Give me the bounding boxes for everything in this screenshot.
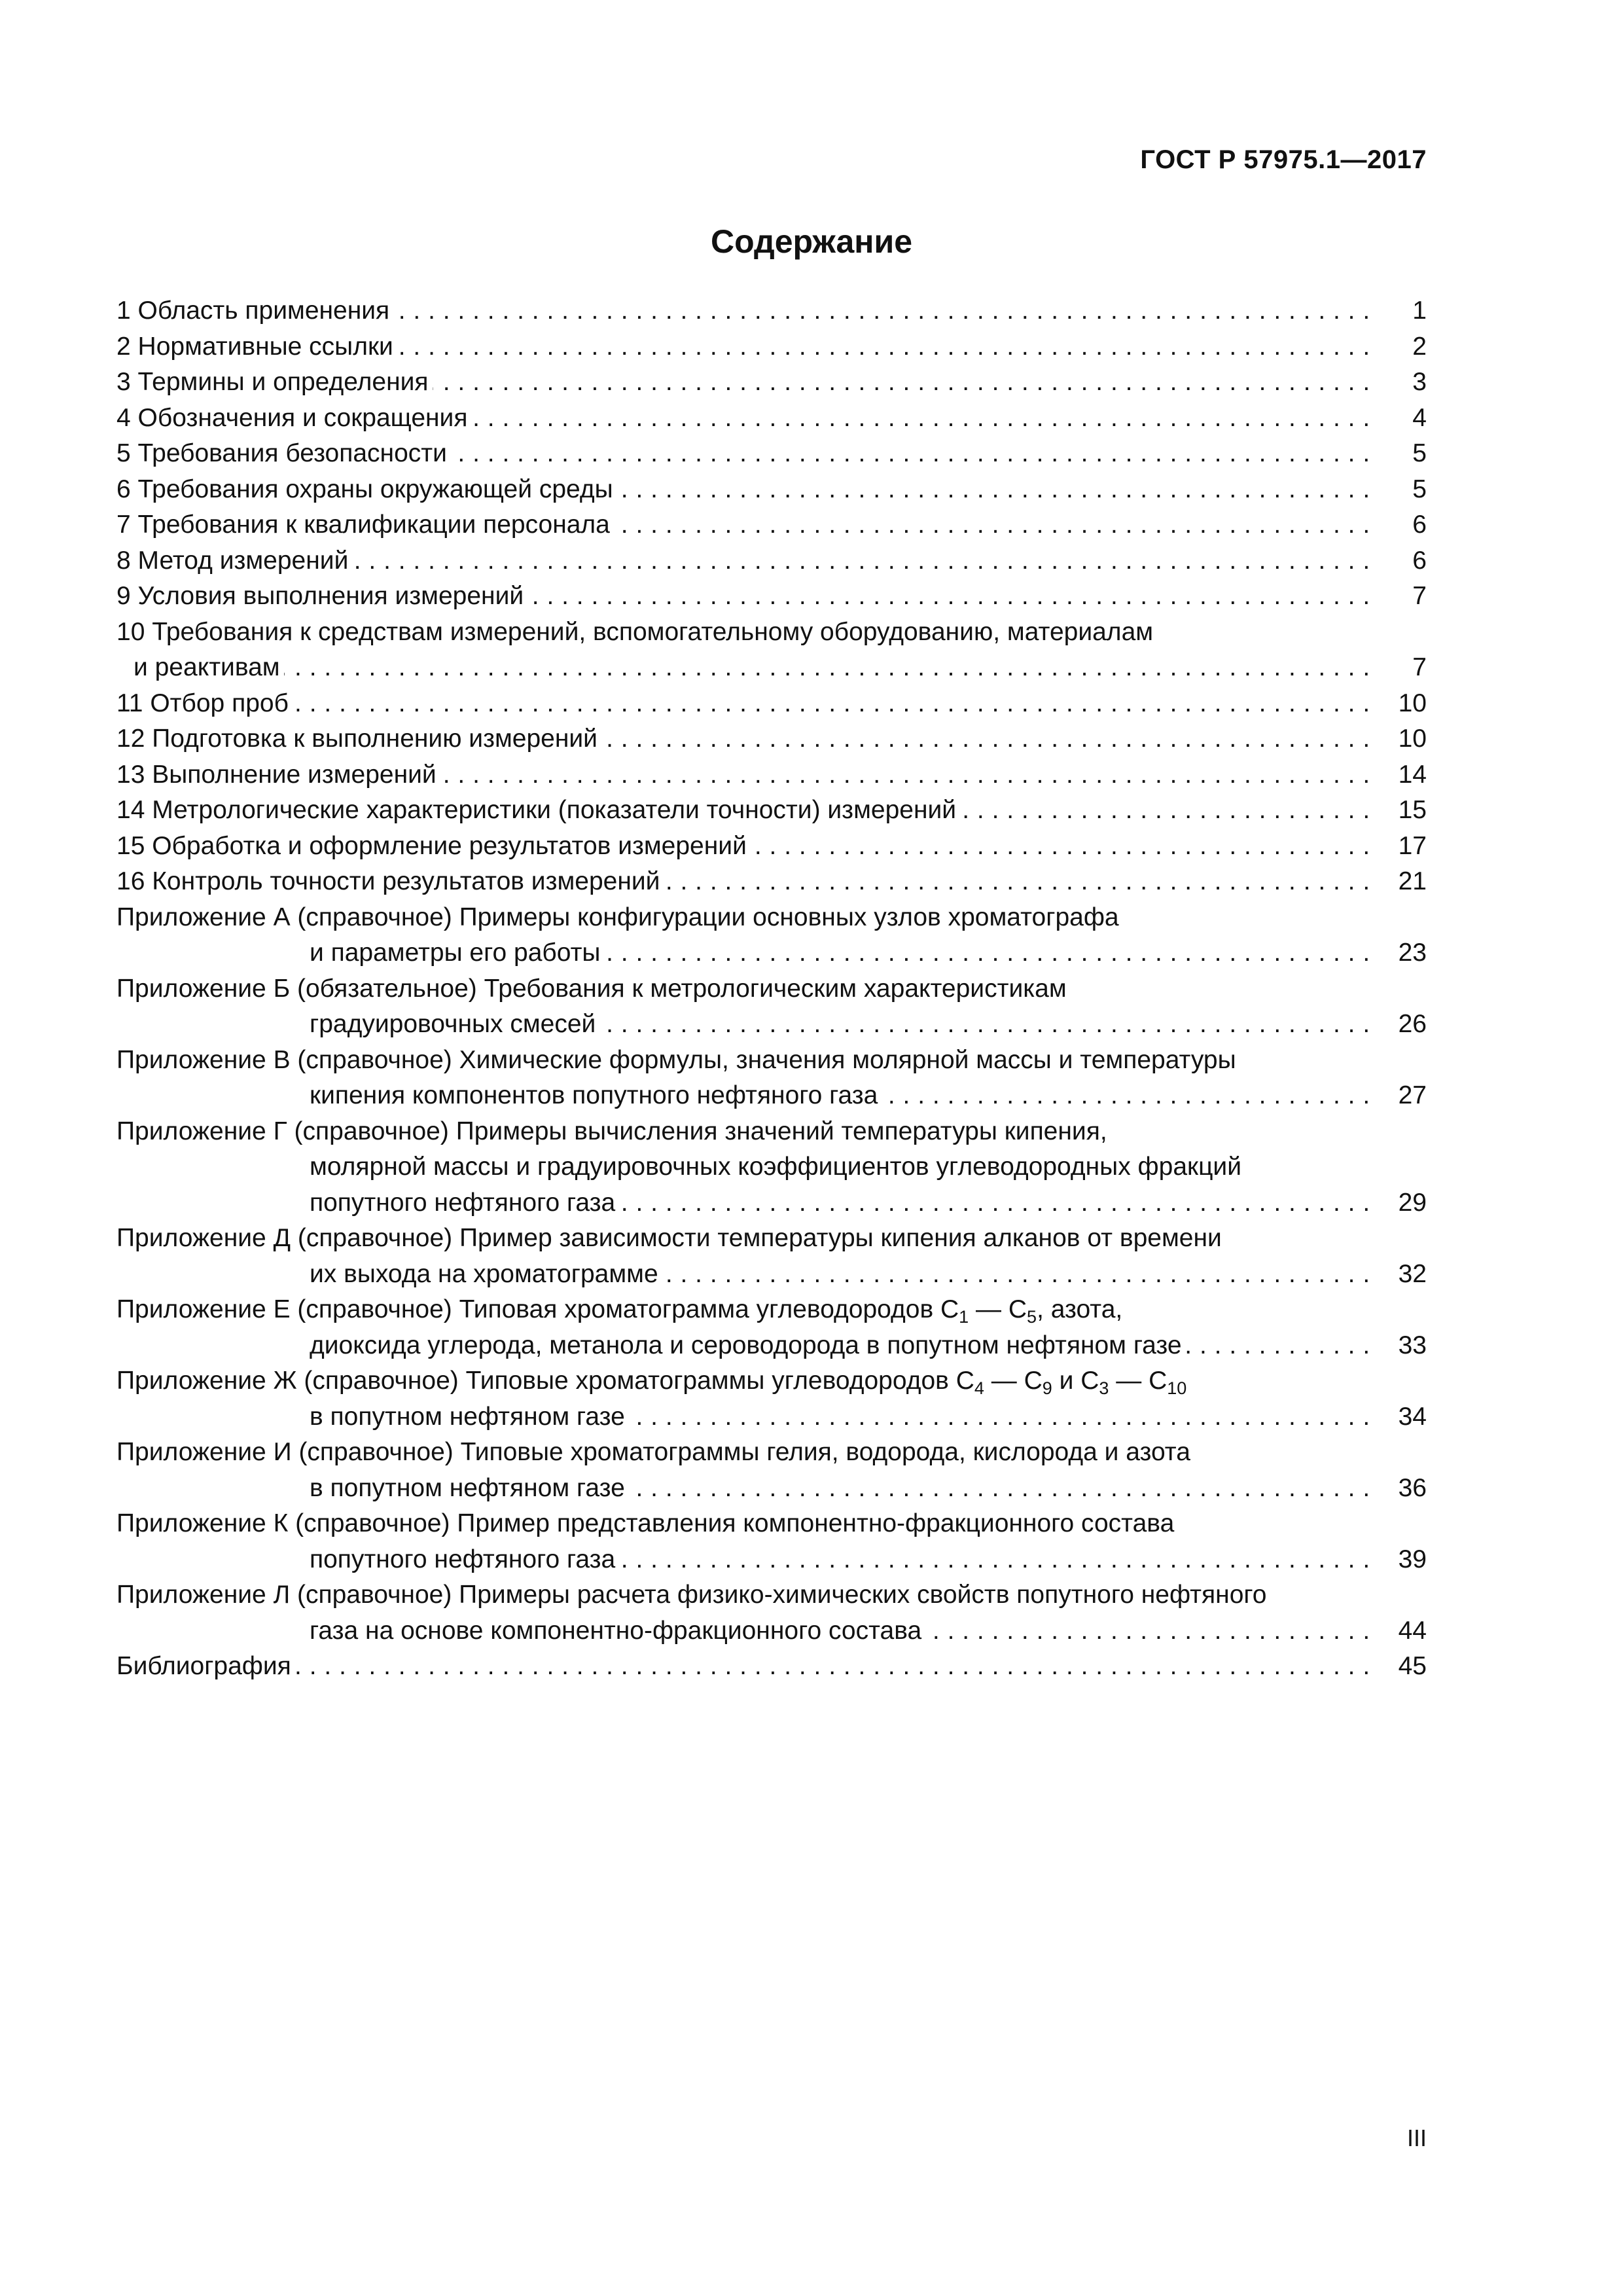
toc-entry-page: 6 (1374, 543, 1427, 579)
toc-entry-continuation[interactable] (116, 1542, 1427, 1578)
toc-entry-text: 12 Подготовка к выполнению измерений (116, 721, 601, 757)
toc-entry[interactable] (116, 1435, 1427, 1471)
toc-entry[interactable] (116, 543, 1427, 579)
toc-entry-text: 9 Условия выполнения измерений (116, 579, 527, 615)
toc-entry-text: Приложение Б (обязательное) Требования к метрологическим характеристикам (116, 971, 1071, 1007)
toc-entry-text: попутного нефтяного газа (116, 1542, 619, 1578)
toc-entry-text: в попутном нефтяном газе (116, 1399, 629, 1435)
toc-entry[interactable] (116, 472, 1427, 508)
toc-entry-text: и параметры его работы (116, 935, 604, 971)
toc-entry-page: 7 (1374, 579, 1427, 615)
toc-entry-continuation[interactable] (116, 1149, 1427, 1185)
toc-entry[interactable] (116, 829, 1427, 865)
toc-entry-text: 6 Требования охраны окружающей среды (116, 472, 617, 508)
toc-entry-text: молярной массы и градуировочных коэффициентов углеводородных фракций (116, 1149, 1245, 1185)
toc-entry-text: их выхода на хроматограмме (116, 1257, 662, 1293)
toc-entry[interactable] (116, 1363, 1427, 1399)
toc-entry-text: газа на основе компонентно-фракционного состава (116, 1613, 925, 1649)
toc-entry[interactable] (116, 1221, 1427, 1257)
toc-entry-page: 10 (1374, 721, 1427, 757)
toc-entry[interactable] (116, 579, 1427, 615)
toc-entry-page: 10 (1374, 686, 1427, 722)
toc-entry-text: 15 Обработка и оформление результатов измерений (116, 829, 751, 865)
toc-entry-text: градуировочных смесей (116, 1007, 599, 1043)
toc-entry-page: 39 (1374, 1542, 1427, 1578)
toc-entry-continuation[interactable] (116, 1471, 1427, 1507)
toc-entry-text: Приложение Д (справочное) Пример зависимости температуры кипения алканов от времени (116, 1221, 1226, 1257)
toc-entry-continuation[interactable] (116, 1613, 1427, 1649)
toc-entry[interactable] (116, 1649, 1427, 1685)
toc-entry-continuation[interactable] (116, 1185, 1427, 1221)
toc-entry-continuation[interactable] (116, 650, 1427, 686)
toc-entry[interactable] (116, 329, 1427, 365)
toc-entry-text: 3 Термины и определения (116, 365, 433, 401)
toc-entry[interactable] (116, 365, 1427, 401)
toc-entry-page: 5 (1374, 436, 1427, 472)
toc-entry-text: 13 Выполнение измерений (116, 757, 440, 793)
toc-entry[interactable] (116, 401, 1427, 437)
toc-entry-page: 21 (1374, 864, 1427, 900)
toc-entry-page: 23 (1374, 935, 1427, 971)
toc-entry-text: Приложение Е (справочное) Типовая хроматограмма углеводородов $C_1$ — $C_5$, азота, (116, 1292, 1126, 1328)
toc-entry-continuation[interactable] (116, 935, 1427, 971)
toc-entry-page: 44 (1374, 1613, 1427, 1649)
toc-entry-text: диоксида углерода, метанола и сероводорода в попутном нефтяном газе (116, 1328, 1186, 1364)
toc-entry[interactable] (116, 793, 1427, 829)
toc-entry[interactable] (116, 1506, 1427, 1542)
toc-entry-continuation[interactable] (116, 1078, 1427, 1114)
toc-entry-text: 2 Нормативные ссылки (116, 329, 397, 365)
toc-entry-page: 17 (1374, 829, 1427, 865)
toc-entry[interactable] (116, 436, 1427, 472)
toc-entry-page: 34 (1374, 1399, 1427, 1435)
toc-entry-page: 15 (1374, 793, 1427, 829)
toc-entry-page: 36 (1374, 1471, 1427, 1507)
toc-entry-text: Приложение И (справочное) Типовые хроматограммы гелия, водорода, кислорода и азота (116, 1435, 1194, 1471)
toc-entry-page: 3 (1374, 365, 1427, 401)
toc-entry[interactable] (116, 971, 1427, 1007)
toc-entry-text: 5 Требования безопасности (116, 436, 451, 472)
toc-entry[interactable] (116, 721, 1427, 757)
toc-entry-text: 14 Метрологические характеристики (показатели точности) измерений (116, 793, 960, 829)
toc-entry[interactable] (116, 1292, 1427, 1328)
toc-entry-page: 14 (1374, 757, 1427, 793)
toc-entry[interactable] (116, 686, 1427, 722)
toc-entry-continuation[interactable] (116, 1328, 1427, 1364)
toc-entry-text: 10 Требования к средствам измерений, вспомогательному оборудованию, материалам (116, 615, 1157, 651)
table-of-contents (116, 293, 1427, 1685)
toc-entry-text: Приложение Ж (справочное) Типовые хроматограммы углеводородов $C_4$ — $C_9$ и $C_3$ — $C_{10}$ (116, 1363, 1190, 1399)
page-number: III (1406, 2125, 1427, 2151)
toc-entry-page: 5 (1374, 472, 1427, 508)
toc-entry-text: 4 Обозначения и сокращения (116, 401, 471, 437)
toc-entry[interactable] (116, 615, 1427, 651)
toc-entry-page: 2 (1374, 329, 1427, 365)
toc-entry-text: 7 Требования к квалификации персонала (116, 507, 614, 543)
toc-entry[interactable] (116, 1577, 1427, 1613)
toc-entry-page: 26 (1374, 1007, 1427, 1043)
toc-entry-page: 45 (1374, 1649, 1427, 1685)
toc-entry-text: в попутном нефтяном газе (116, 1471, 629, 1507)
toc-entry[interactable] (116, 864, 1427, 900)
toc-entry-text: Приложение Л (справочное) Примеры расчета физико-химических свойств попутного нефтяного (116, 1577, 1270, 1613)
toc-entry-page: 29 (1374, 1185, 1427, 1221)
toc-entry[interactable] (116, 900, 1427, 936)
toc-entry-page: 4 (1374, 401, 1427, 437)
toc-entry[interactable] (116, 757, 1427, 793)
toc-entry-text: кипения компонентов попутного нефтяного газа (116, 1078, 882, 1114)
toc-entry-text: Приложение Г (справочное) Примеры вычисления значений температуры кипения, (116, 1114, 1111, 1150)
toc-entry-page: 6 (1374, 507, 1427, 543)
toc-entry-text: Приложение В (справочное) Химические формулы, значения молярной массы и температуры (116, 1043, 1240, 1079)
toc-entry-continuation[interactable] (116, 1007, 1427, 1043)
toc-entry-continuation[interactable] (116, 1399, 1427, 1435)
toc-entry-text: 16 Контроль точности результатов измерений (116, 864, 664, 900)
toc-entry[interactable] (116, 293, 1427, 329)
document-code: ГОСТ Р 57975.1—2017 (1140, 145, 1427, 174)
toc-entry-text: попутного нефтяного газа (116, 1185, 619, 1221)
toc-entry-page: 27 (1374, 1078, 1427, 1114)
toc-entry-page: 1 (1374, 293, 1427, 329)
toc-entry[interactable] (116, 507, 1427, 543)
toc-entry-text: и реактивам (116, 650, 284, 686)
toc-entry-text: Приложение К (справочное) Пример представления компонентно-фракционного состава (116, 1506, 1178, 1542)
toc-entry-text: 1 Область применения (116, 293, 393, 329)
toc-entry-text: 11 Отбор проб (116, 686, 293, 722)
toc-entry-text: Библиография (116, 1649, 295, 1685)
toc-entry-page: 33 (1374, 1328, 1427, 1364)
page-title: Содержание (710, 223, 913, 260)
toc-entry-text: 8 Метод измерений (116, 543, 352, 579)
toc-entry-text: Приложение А (справочное) Примеры конфигурации основных узлов хроматографа (116, 900, 1123, 936)
toc-entry[interactable] (116, 1114, 1427, 1150)
toc-entry-page: 7 (1374, 650, 1427, 686)
toc-entry-page: 32 (1374, 1257, 1427, 1293)
toc-entry[interactable] (116, 1043, 1427, 1079)
toc-entry-continuation[interactable] (116, 1257, 1427, 1293)
